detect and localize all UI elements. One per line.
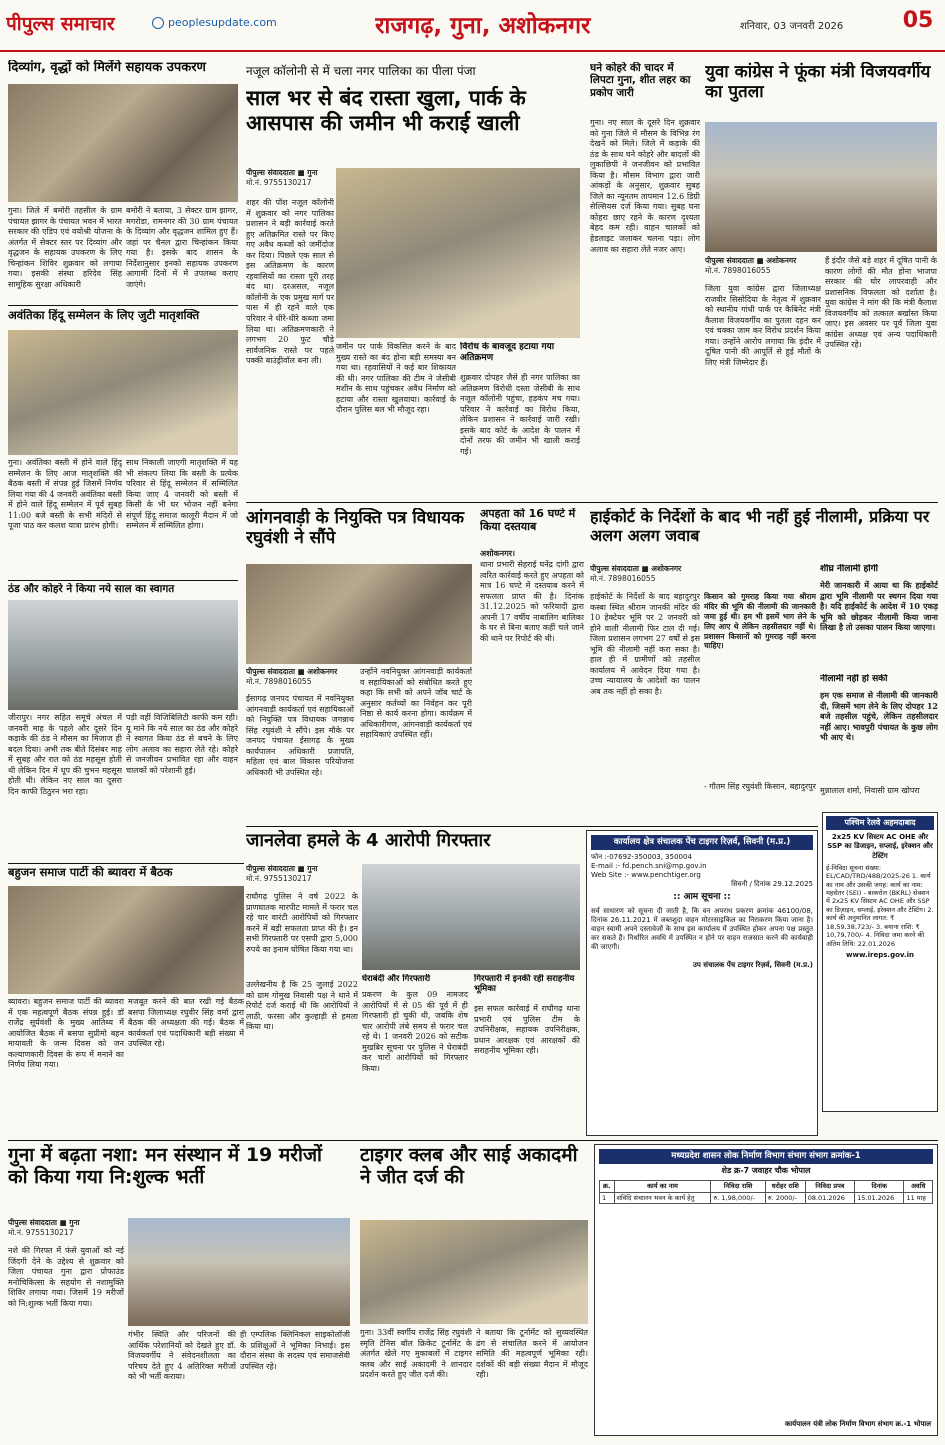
- website-link[interactable]: peoplesupdate.com: [168, 16, 277, 29]
- page-number: 05: [902, 8, 934, 33]
- nazul-mobile: मो.नं. 9755130217: [246, 177, 312, 187]
- tiger-photo: [360, 1220, 588, 1324]
- nasha-headline: गुना में बढ़ता नशा: मन संस्थान में 19 मरीजों को किया गया नि:शुल्क भर्ती: [8, 1144, 322, 1189]
- hamla-byline-text: पीपुल्स संवाददाता ■ गुना: [246, 864, 318, 873]
- pwd-cell: संविदि संचालन भवन के कार्य हेतु: [614, 1192, 711, 1203]
- sardi-headline: घने कोहरे की चादर में लिपटा गुना, शीत लहर का प्रकोप जारी: [590, 62, 691, 99]
- tiger-ad-phone: फोन :-07692-350003, 350004: [591, 853, 692, 862]
- apharan-byline: अशोकनगर।: [480, 548, 516, 558]
- pwd-col: क्र.: [600, 1181, 615, 1192]
- highcourt-byline: [590, 564, 700, 590]
- aanganwadi-byline: [246, 667, 358, 693]
- table-row: [600, 1192, 933, 1203]
- pwd-ad-footer: कार्यपालन यंत्री लोक निर्माण विभाग संभाग क्र.-1 भोपाल: [784, 1419, 931, 1428]
- sammelan-body-1: गुना। अवंतिका बस्ती में होने वाले हिंदू सम्मेलन के लिए आज मातृशक्ति की बैठक बस्ती में संपन्न हुई जिसमें निर्णय लिया गया की 4 जनवरी अवंतिका बस्ती में होने वाले हिंदू सम्मेलन में पूर्व सुबह 11:00 बजे बस्ती के सभी मंदिरों से पूजा पाठ कर कलश यात्रा प्रारंभ होगी।: [8, 458, 122, 531]
- nazul-body-1: शहर की पॉश नजूल कॉलोनी में शुक्रवार को नगर पालिका प्रशासन ने बड़ी कार्रवाई करते हुए अतिक्रमित रास्ते पर किए गए अवैध कब्जों को जमींदोज कर दिया। पिछले एक साल से इस अतिक्रमण के कारण रहवासियों का रास्ता पूरी तरह बंद था। दरअसल, नजूल कॉलोनी के एक प्रमुख मार्ग पर पास में ही रहने वाले एक परिवार ने धीरे-धीरे कब्जा जमा लिया था। अतिक्रमणकारी ने लगभग 20 फुट चौड़े सार्वजनिक रास्ते पर पहले पक्की बाउंड्रीवॉल बना ली।: [246, 198, 334, 366]
- thand-body-2: पड़ी वहीं विजिबिलिटी काफी कम रही। यू माने कि नये साल का ठंड और कोहरे ने स्वागत किया ठंड से बचने के लिए लोग अलाव का सहारा लेते रहे। कोहरे से जनजीवन प्रभावित रहा और वाहन चालकों को परेशानी हुई।: [126, 713, 238, 775]
- railway-ad: [822, 812, 938, 1112]
- issue-date: शनिवार, 03 जनवरी 2026: [740, 21, 844, 32]
- hamla-body-4: इस सफल कार्रवाई में राघौगढ़ थाना प्रभारी एवं पुलिस टीम के उपनिरीक्षक, सहायक उपनिरीक्षक, प्रधान आरक्षक एवं आरक्षकों की सराहनीय भूमिका रही।: [474, 1004, 580, 1056]
- highcourt-side2-title: नीलामी नहीं हो सकी: [820, 674, 888, 684]
- tiger-ad-body: सर्व साधारण को सूचना दी जाती है, कि वन अपराध प्रकरण क्रमांक 46100/08, दिनांक 26.11.2021 में जब्तशुदा वाहन मोटरसाइकिल का निराकरण किया जाना है। वाहन स्वामी अपने दस्तावेजों के साथ इस कार्यालय में उपस्थित होकर अपना पक्ष प्रस्तुत कर सकते हैं। निर्धारित अवधि में उपस्थित न होने पर वाहन राजसात करने की कार्यवाही की जाएगी।: [591, 907, 813, 952]
- nasha-mobile: मो.नं. 9755130217: [8, 1227, 74, 1237]
- youth-photo: [705, 122, 937, 252]
- hamla-mobile: मो.नं. 9755130217: [246, 873, 312, 883]
- hamla-photo: [362, 864, 580, 970]
- youth-body-1: जिला युवा कांग्रेस द्वारा जिलाध्यक्ष राजवीर सिसोदिया के नेतृत्व में शुक्रवार को स्थानीय गांधी पार्क पर कैबिनेट मंत्री कैलाश विजयवर्गीय का पुतला दहन कर एवं चक्का जाम कर विरोध प्रदर्शन किया गया। उन्होंने आरोप लगाया कि इंदौर में दूषित पानी की आपूर्ति से हुई मौतों के लिए मंत्री जिम्मेदार हैं।: [705, 284, 821, 367]
- pwd-cell: 15.01.2026: [855, 1192, 904, 1203]
- highcourt-mobile: मो.नं. 7898016055: [590, 573, 656, 583]
- bsp-body-2: मजबूत करने की बात रखी गई बैठक बसपा जिलाध्यक्ष रघुवीर सिंह वर्मा द्वारा बैठक की अध्यक्षता की गई। बैठक में कार्यकर्ता एवं पदाधिकारी बड़ी संख्या में उपस्थित रहे।: [128, 997, 244, 1049]
- pwd-cell: रु. 2000/-: [765, 1192, 805, 1203]
- nasha-body-3: ही एम्पलिक क्लिनिकल साइकोलॉजी के प्रशिक्षुओं ने भूमिका निभाई। इस दौरान संस्था के सदस्य एवं समाजसेवी उपस्थित रहे।: [240, 1330, 350, 1371]
- thand-photo: [8, 600, 238, 710]
- nazul-body-2: जमीन पर पार्क विकसित करने के बाद मुख्य रास्ते का बंद होना बड़ी समस्या बन गया था। रहवासियों ने कई बार शिकायत की थी। नगर पालिका की टीम ने जेसीबी मशीन के साथ पहुंचकर अवैध निर्माण को हटाया और रास्ता खुलवाया। कार्रवाई के दौरान पुलिस बल भी मौजूद रहा।: [336, 342, 456, 415]
- railway-ad-subtitle: 2x25 KV सिस्टम AC OHE और SSP का डिजाइन, सप्लाई, इरेक्शन और टेस्टिंग: [827, 833, 933, 860]
- pwd-ad-subtitle: शेड क्र-7 जवाहर चौक भोपाल: [721, 1166, 811, 1176]
- highcourt-side2-name: मुन्नालाल शर्मा, निवासी ग्राम खोपरा: [820, 786, 920, 795]
- hamla-body-2: उल्लेखनीय है कि 25 जुलाई 2022 को ग्राम गोमुख निवासी पक्ष ने थाने में रिपोर्ट दर्ज कराई थी कि आरोपियों ने लाठी, फरसा और कुल्हाड़ी से हमला किया था।: [246, 980, 358, 1032]
- bsp-headline: बहुजन समाज पार्टी की ब्यावरा में बैठक: [8, 866, 173, 879]
- divyang-photo: [8, 84, 238, 202]
- pwd-col: धरोहर राशि: [765, 1181, 805, 1192]
- pwd-cell: 08.01.2026: [805, 1192, 854, 1203]
- highcourt-headline: हाईकोर्ट के निर्देशों के बाद भी नहीं हुई नीलामी, प्रक्रिया पर अलग अलग जवाब: [590, 508, 930, 545]
- highcourt-side-title: शीघ्र नीलामी होगी: [820, 564, 879, 574]
- region-title: राजगढ़, गुना, अशोकनगर: [375, 13, 591, 39]
- youth-byline: [705, 256, 825, 282]
- nazul-byline-text: पीपुल्स संवाददाता ■ गुना: [246, 168, 318, 177]
- aanganwadi-byline-text: पीपुल्स संवाददाता ■ अशोकनगर: [246, 667, 338, 676]
- tiger-ad-date: सिवनी / दिनांक 29.12.2025: [731, 880, 813, 889]
- bsp-photo: [8, 886, 244, 994]
- sammelan-headline: अवंतिका हिंदू सम्मेलन के लिए जुटी मातृशक्ति: [8, 309, 200, 322]
- pwd-col: निविदा राशि: [711, 1181, 765, 1192]
- railway-ad-web[interactable]: www.ireps.gov.in: [846, 951, 914, 960]
- tiger-body-2: ने बताया कि टूर्नामेंट को सुव्यवस्थित ढंग से संचालित करने में आयोजन समिति की महत्वपूर्ण भूमिका रही। दर्शकों की बड़ी संख्या मैदान में मौजूद रही।: [476, 1328, 588, 1380]
- highcourt-side-2: हम एक समाज से नीलामी की जानकारी दी, जिसमें भाग लेने के लिए दोपहर 12 बजे तहसील पहुंचे, लेकिन तहसीलदार नहीं आए। भावपुरी पंचायत के कुछ लोग भी आए थे।: [820, 690, 938, 743]
- nasha-byline-text: पीपुल्स संवाददाता ■ गुना: [8, 1218, 80, 1227]
- tiger-headline: टाइगर क्लब और साई अकादमी ने जीत दर्ज की: [360, 1144, 578, 1189]
- pwd-col: अवधि: [904, 1181, 933, 1192]
- hamla-subhead: घेराबंदी और गिरफ्तारी: [362, 974, 431, 984]
- aanganwadi-photo: [246, 564, 472, 664]
- aanganwadi-headline: आंगनवाड़ी के नियुक्ति पत्र विधायक रघुवंशी ने सौंपे: [246, 508, 465, 549]
- railway-ad-title: पश्चिम रेलवे अहमदाबाद: [826, 816, 934, 830]
- hamla-body-3: प्रकरण के कुल 09 नामजद आरोपियों में से 05 की पूर्व में ही गिरफ्तारी हो चुकी थी, जबकि शेष चार आरोपी लंबे समय से फरार चल रहे थे। 1 जनवरी 2026 को सटीक मुखबिर सूचना पर पुलिस ने घेराबंदी कर चारों आरोपियों को गिरफ्तार किया।: [362, 990, 468, 1073]
- hamla-byline: [246, 864, 358, 890]
- tiger-ad-email[interactable]: E-mail :- fd.pench.sni@mp.gov.in: [591, 862, 707, 871]
- divyang-body-1: गुना। जिले में बमोरी तहसील के ग्राम पंचायत झागर के पंचायत भवन में भारत सरकार की एडिप एवं वयोश्री योजना के अंतर्गत में सेक्टर स्तर पर दिव्यांग और वृद्धजन के सहायक उपकरण के लिए चिन्हांकन शिविर शुक्रवार को लगाया गया। इसकी संस्था हरिदेव सिंह सामूहिक सुरक्षा अधिकारी: [8, 206, 122, 289]
- nazul-subhead: विरोध के बावजूद हटाया गया अतिक्रमण: [460, 342, 555, 363]
- pwd-col: निविदा प्रपत्र: [805, 1181, 854, 1192]
- nasha-body-2: गंभीर स्थिति और परिजनों की आर्थिक परेशानियों को देखते हुए डॉ. विजयवर्गीय ने संवेदनशीलता का परिचय देते हुए 4 अतिरिक्त मरीजों को भी भर्ती कराया।: [128, 1330, 236, 1382]
- aanganwadi-mobile: मो.नं. 7898016055: [246, 676, 312, 686]
- thand-body-1: जीरापुर। नगर सहित समूचे अंचल में जनवरी माह के पहले और दूसरे दिन कड़ाके की ठंड ने मौसम का मिजाज ही बदल दिया। अभी तक बीते दिसंबर माह में सुबह और रात को ठंड महसूस होती थी लेकिन दिन में धूप की चुभन महसूस होती थी। लेकिन नए साल का दूसरा दिन काफी ठिठुरन भरा रहा।: [8, 713, 122, 796]
- globe-icon: [152, 17, 164, 29]
- nazul-body-3: शुक्रवार दोपहर जैसे ही नगर पालिका का अतिक्रमण विरोधी दस्ता जेसीबी के साथ नजूल कॉलोनी पहुंचा, हड़कंप मच गया। परिवार ने कार्रवाई का विरोध किया, लेकिन प्रशासन ने कार्रवाई जारी रखी। इसके बाद कोर्ट के आदेश के पालन में दोनों तरफ की जमीन भी खाली कराई गई।: [460, 373, 580, 456]
- hamla-headline: जानलेवा हमले के 4 आरोपी गिरफ्तार: [246, 830, 491, 851]
- apharan-body-1: थाना प्रभारी सेहराई घनेंद्र दांगी द्वारा त्वरित कार्रवाई करते हुए अपहता को मात्र 16 घण्टे में दस्तयाब करने में सफलता प्राप्त की है। दिनांक 31.12.2025 को फरियादी द्वारा अपनी 17 वर्षीय नाबालिग बालिका के घर से बिना बताए कहीं चले जाने की थाने पर रिपोर्ट की थी।: [480, 560, 584, 643]
- nazul-photo: [336, 168, 580, 338]
- pwd-cell: रु. 1,98,000/-: [711, 1192, 765, 1203]
- aanganwadi-body-2: उन्होंने नवनियुक्त आंगनवाड़ी कार्यकर्ता व सहायिकाओं को संबोधित करते हुए कहा कि सभी को अपने जॉब चार्ट के अनुसार कर्तव्यों का निर्वहन कर पूरी निष्ठा से कार्य करना होगा। कार्यक्रम में अधिकारीगण, आंगनवाड़ी कार्यकर्ता एवं सहायिकाएं उपस्थित रहीं।: [360, 667, 472, 740]
- pwd-cell: 11 माह: [904, 1192, 933, 1203]
- highcourt-quote-name: - गौतम सिंह रघुवंशी किसान, बहादुरपुर: [704, 782, 816, 791]
- divyang-headline: दिव्यांग, वृद्धों को मिलेंगे सहायक उपकरण: [8, 60, 206, 75]
- nazul-byline: [246, 168, 334, 196]
- pwd-ad: [594, 1144, 938, 1436]
- tiger-ad-signer: उप संचालक पेंच टाइगर रिज़र्व, सिवनी (म.प्र.): [693, 960, 813, 969]
- youth-mobile: मो.नं. 7898016055: [705, 265, 771, 275]
- tiger-reserve-ad: [586, 830, 818, 1136]
- thand-headline: ठंड और कोहरे ने किया नये साल का स्वागत: [8, 583, 175, 595]
- tiger-ad-title: कार्यालय क्षेत्र संचालक पेंच टाइगर रिज़र्व, सिवनी (म.प्र.): [591, 835, 813, 850]
- highcourt-body: हाईकोर्ट के निर्देशों के बाद बहादुरपुर कस्बा स्थित श्रीराम जानकी मंदिर की 10 हेक्टेयर भूमि पर 2 जनवरी को होने वाली नीलामी फिर टाल दी गई। जिला प्रशासन लगभग 27 वर्षों से इस भूमि की नीलामी नहीं करा सका है। हाल ही में ग्रामीणों को तहसील कार्यालय में आवेदन दिया गया है। उच्च न्यायालय के आदेशों का पालन अब तक नहीं हो सका है।: [590, 592, 700, 696]
- hamla-body-1: राघौगढ़ पुलिस ने वर्ष 2022 के प्राणघातक मारपीट मामले में फरार चल रहे चार वारंटी आरोपियों को गिरफ्तार करने में बड़ी सफलता प्राप्त की है। इन सभी गिरफ्तारी पर एसपी द्वारा 5,000 रुपये का इनाम घोषित किया गया था।: [246, 892, 358, 954]
- highcourt-quote: किसान को गुमराह किया गया श्रीराम मंदिर की भूमि की नीलामी की जानकारी जमा हुई थी। हम भी इसमें भाग लेने के लिए आए थे लेकिन तहसीलदार नहीं थे। प्रशासन किसानों को गुमराह नहीं करना चाहिए।: [704, 592, 816, 651]
- pwd-table: [599, 1180, 933, 1204]
- pwd-table-header: [600, 1181, 933, 1192]
- tiger-ad-web[interactable]: Web Site :- www.penchtiger.org: [591, 871, 701, 880]
- hamla-subhead-2: गिरफ्तारी में इनकी रही सराहनीय भूमिका: [474, 974, 575, 995]
- nazul-kicker: नजूल कॉलोनी से में चला नगर पालिका का पीला पंजा: [246, 64, 476, 78]
- youth-headline: युवा कांग्रेस ने फूंका मंत्री विजयवर्गीय का पुतला: [705, 62, 931, 103]
- nazul-headline: साल भर से बंद रास्ता खुला, पार्क के आसपास की जमीन भी कराई खाली: [246, 86, 526, 135]
- pwd-col: कार्य का नाम: [614, 1181, 711, 1192]
- youth-body-2: हैं इंदौर जैसे बड़े शहर में दूषित पानी के कारण लोगों की मौत होना भाजपा सरकार की घोर लापरवाही और प्रशासनिक विफलता को दर्शाता है। युवा कांग्रेस ने मांग की कि मंत्री कैलाश विजयवर्गीय को तत्काल बर्खास्त किया जाए। इस अवसर पर पूर्व जिला युवा कांग्रेस अध्यक्ष एवं अन्य पदाधिकारी उपस्थित रहे।: [825, 256, 937, 350]
- divyang-body-2: बमोरी ने बताया, 3 सेक्टर ग्राम झागर, मगरोडा, रामनगर की 30 ग्राम पंचायत के दिव्यांग और वृद्धजन शामिल हुए हैं। जहां पर चैनल द्वारा चिन्हांकन किया गया है। इसके बाद शासन के निर्देशानुसार इनको सहायक उपकरण आगामी दिनों में में उपलब्ध कराए जाएंगे।: [126, 206, 238, 289]
- aanganwadi-body-1: ईसागढ़ जनपद पंचायत में नवनियुक्त आंगनवाड़ी कार्यकर्ता एवं सहायिकाओं को नियुक्ति पत्र विधायक जगन्नाथ सिंह रघुवंशी ने सौंपे। इस मौके पर जनपद पंचायत ईसागढ़ के मुख्य कार्यपालन अधिकारी प्रजापति, महिला एवं बाल विकास परियोजना अधिकारी भी उपस्थित रहे।: [246, 694, 354, 777]
- tiger-body-1: गुना। 33वीं स्वर्गीय राजेंद्र सिंह रघुवंशी स्मृति टेनिस बॉल क्रिकेट टूर्नामेंट के अंतर्गत खेले गए मुकाबलों में टाइगर क्लब और साई अकादमी ने शानदार प्रदर्शन करते हुए जीत दर्ज की।: [360, 1328, 472, 1380]
- highcourt-byline-text: पीपुल्स संवाददाता ■ अशोकनगर: [590, 564, 682, 573]
- nasha-body-1: नशे की गिरफ्त में फंसे युवाओं को नई जिंदगी देने के उद्देश्य से शुक्रवार को जिला पंचायत गुना द्वारा प्रोफाउंड मनोचिकित्सा के सहयोग से नशामुक्ति शिविर लगाया गया। जिसमें 19 मरीजों को नि:शुल्क भर्ती किया गया।: [8, 1246, 124, 1308]
- sammelan-photo: [8, 330, 238, 455]
- railway-ad-body: ई-निविदा सूचना संख्या: EL/CAD/TRD/48B/2025-26 1. कार्य का नाम और उसकी जगह: कार्य का नाम: महसेतर (SEI) - बाकरोल (BKRL) सेक्शन में 2x25 KV सिस्टम AC OHE और SSP का डिज़ाइन, सप्लाई, इरेक्शन और टेस्टिंग। 2. कार्य की अनुमानित लागत: ₹ 18,59,38,723/- 3. बयाना राशि: ₹ 10,79,700/- 4. निविदा जमा करने की अंतिम तिथि: 22.01.2026: [826, 863, 934, 948]
- bsp-body-1: ब्यावरा। बहुजन समाज पार्टी की ब्यावरा में एक महत्वपूर्ण बैठक संपन्न हुई। डॉ राजेंद्र सूर्यवंशी के मुख्य आतिथ्य में आयोजित बैठक में बसपा सुप्रीमो बहन मायावती के जन्म दिवस को जन कल्याणकारी दिवस के रूप में मनाने का निर्णय लिया गया।: [8, 997, 124, 1070]
- sammelan-body-2: साथ निकाली जाएगी मातृशक्ति में यह भी संकल्प लिया कि बस्ती के प्रत्येक परिवार से हिंदू सम्मेलन में सम्मिलित किया जाए 4 जनवरी को बस्ती में किसी के भी घर भोजन नहीं बनेगा संपूर्ण हिंदू समाज कालूरी मैदान में जो सम्मेलन में सम्मिलित होगा।: [126, 458, 238, 531]
- youth-byline-text: पीपुल्स संवाददाता ■ अशोकनगर: [705, 256, 797, 265]
- masthead: [0, 0, 945, 52]
- pwd-cell: 1: [600, 1192, 615, 1203]
- nasha-photo: [128, 1218, 350, 1326]
- pwd-col: दिनांक: [855, 1181, 904, 1192]
- tiger-ad-notice-title: :: आम सूचना ::: [673, 892, 731, 903]
- sardi-body: गुना। नए साल के दूसरे दिन शुक्रवार को गुना जिले में मौसम के विभिन्न रंग देखने को मिले। जिले में कड़ाके की ठंड के साथ घने कोहरे और बादलों की लुकाछिपी ने जनजीवन को प्रभावित किया है। मौसम विभाग द्वारा जारी आंकड़ों के अनुसार, शुक्रवार सुबह जिले का न्यूनतम तापमान 12.6 डिग्री सेल्सियस दर्ज किया गया। सुबह घना कोहरा छाए रहने के कारण दृश्यता बेहद कम रही। वाहन चालकों को हेडलाइट जलाकर चलना पड़ा। लोग अलाव का सहारा लेते नजर आए।: [590, 118, 700, 254]
- apharan-headline: अपहता को 16 घण्टे में किया दस्तयाब: [480, 508, 576, 533]
- highcourt-side-1: मेरी जानकारी में आया था कि हाईकोर्ट द्वारा भूमि नीलामी पर स्थगन दिया गया है। यदि हाईकोर्ट के आदेश में 10 एकड़ भूमि को छोड़कर नीलामी किया जाना लिखा है तो उसका पालन किया जाएगा।: [820, 580, 938, 633]
- newspaper-logo[interactable]: पीपुल्स समाचार: [6, 13, 115, 35]
- nasha-byline: [8, 1218, 124, 1244]
- pwd-ad-title: मध्यप्रदेश शासन लोक निर्माण विभाग संभाग संभाग क्रमांक-1: [599, 1149, 933, 1164]
